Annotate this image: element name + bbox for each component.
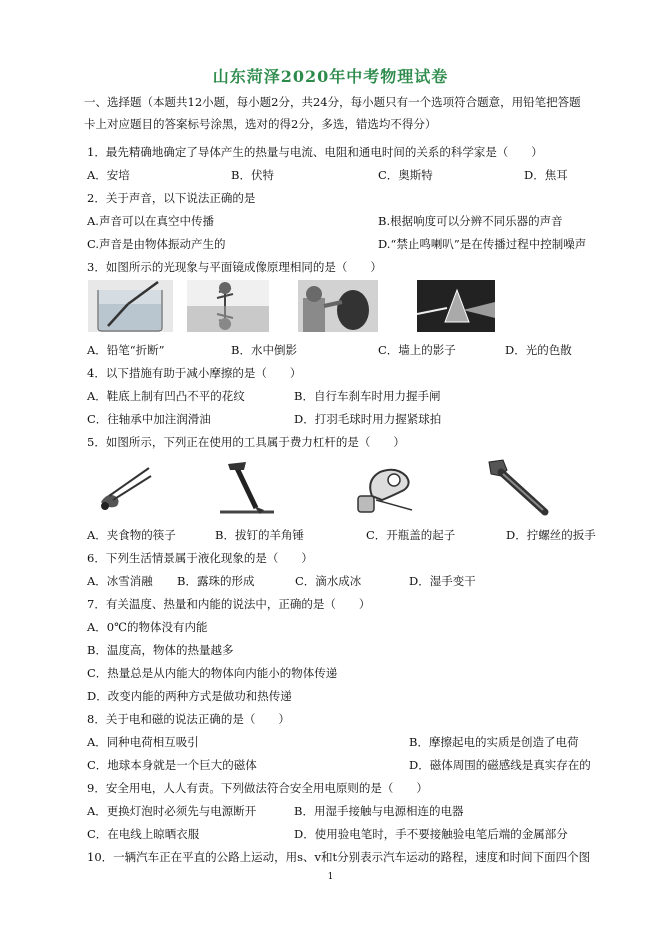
- q7-option-b: B．温度高，物体的热量越多: [87, 643, 234, 657]
- q9-option-b: B．用湿手接触与电源相连的电器: [294, 804, 464, 818]
- q2-option-b: B.根据响度可以分辨不同乐器的声音: [378, 214, 563, 228]
- q1-option-c: C．奥斯特: [378, 168, 433, 182]
- q2-stem: 2．关于声音，以下说法正确的是: [87, 191, 256, 205]
- q9-option-a: A．更换灯泡时必须先与电源断开: [87, 804, 257, 818]
- q9-option-d: D．使用验电笔时，手不要接触验电笔后端的金属部分: [294, 827, 568, 841]
- q6-option-d: D．湿手变干: [409, 574, 476, 588]
- reflection-in-water-image: [187, 280, 269, 332]
- q1-option-d: D．焦耳: [524, 168, 568, 182]
- q3-option-b: B．水中倒影: [231, 343, 297, 357]
- q5-option-d: D．拧螺丝的扳手: [506, 528, 596, 542]
- q10-stem: 10．一辆汽车正在平直的公路上运动，用s、v和t分别表示汽车运动的路程，速度和时间下面四个图: [87, 850, 591, 864]
- q8-option-a: A．同种电荷相互吸引: [87, 735, 199, 749]
- q3-stem: 3．如图所示的光现象与平面镜成像原理相同的是（ ）: [87, 260, 382, 274]
- q7-option-d: D．改变内能的两种方式是做功和热传递: [87, 689, 292, 703]
- q1-option-b: B．伏特: [231, 168, 274, 182]
- q7-stem: 7．有关温度、热量和内能的说法中，正确的是（ ）: [87, 597, 371, 611]
- page-number: 1: [327, 872, 334, 882]
- q7-option-c: C．热量总是从内能大的物体向内能小的物体传递: [87, 666, 338, 680]
- q4-option-c: C．往轴承中加注润滑油: [87, 412, 211, 426]
- q3-option-a: A．铅笔“折断”: [87, 343, 165, 357]
- q5-option-b: B．拔钉的羊角锤: [215, 528, 304, 542]
- q4-option-a: A．鞋底上制有凹凸不平的花纹: [87, 389, 245, 403]
- q5-option-a: A．夹食物的筷子: [87, 528, 176, 542]
- q6-option-a: A．冰雪消融: [87, 574, 153, 588]
- chopsticks-image: [95, 462, 155, 512]
- q4-option-b: B．自行车刹车时用力握手闸: [294, 389, 441, 403]
- section-instruction-line2: 卡上对应题目的答案标号涂黑，选对的得2分，多选，错选均不得分）: [84, 117, 437, 131]
- q8-option-b: B．摩擦起电的实质是创造了电荷: [409, 735, 579, 749]
- claw-hammer-image: [210, 458, 276, 518]
- q1-option-a: A．安培: [87, 168, 130, 182]
- prism-dispersion-image: [417, 280, 495, 332]
- q9-option-c: C．在电线上晾晒衣服: [87, 827, 200, 841]
- shadow-on-wall-image: [298, 280, 378, 332]
- q2-option-d: D.“禁止鸣喇叭”是在传播过程中控制噪声: [378, 237, 587, 251]
- q3-option-c: C．墙上的影子: [378, 343, 456, 357]
- q1-stem: 1．最先精确地确定了导体产生的热量与电流、电阻和通电时间的关系的科学家是（ ）: [87, 145, 543, 159]
- q6-option-c: C．滴水成冰: [295, 574, 362, 588]
- q5-option-c: C．开瓶盖的起子: [366, 528, 456, 542]
- q4-option-d: D．打羽毛球时用力握紧球拍: [294, 412, 442, 426]
- q2-option-c: C.声音是由物体振动产生的: [87, 237, 226, 251]
- page-title: 山东菏泽2020年中考物理试卷: [212, 67, 449, 86]
- q6-option-b: B．露珠的形成: [177, 574, 255, 588]
- q8-stem: 8．关于电和磁的说法正确的是（ ）: [87, 712, 290, 726]
- wrench-image: [483, 456, 555, 518]
- q8-option-c: C．地球本身就是一个巨大的磁体: [87, 758, 257, 772]
- section-instruction-line1: 一、选择题（本题共12小题，每小题2分，共24分，每小题只有一个选项符合题意，用铅笔把答题: [84, 95, 581, 109]
- q4-stem: 4．以下措施有助于减小摩擦的是（ ）: [87, 366, 302, 380]
- q8-option-d: D．磁体周围的磁感线是真实存在的: [409, 758, 591, 772]
- q5-stem: 5．如图所示，下列正在使用的工具属于费力杠杆的是（ ）: [87, 435, 405, 449]
- q2-option-a: A.声音可以在真空中传播: [87, 214, 214, 228]
- bottle-opener-image: [352, 460, 422, 516]
- pencil-in-water-image: [88, 280, 173, 332]
- q7-option-a: A．0℃的物体没有内能: [87, 620, 208, 634]
- q6-stem: 6．下列生活情景属于液化现象的是（ ）: [87, 551, 313, 565]
- q3-option-d: D．光的色散: [505, 343, 572, 357]
- q9-stem: 9．安全用电，人人有责。下列做法符合安全用电原则的是（ ）: [87, 781, 428, 795]
